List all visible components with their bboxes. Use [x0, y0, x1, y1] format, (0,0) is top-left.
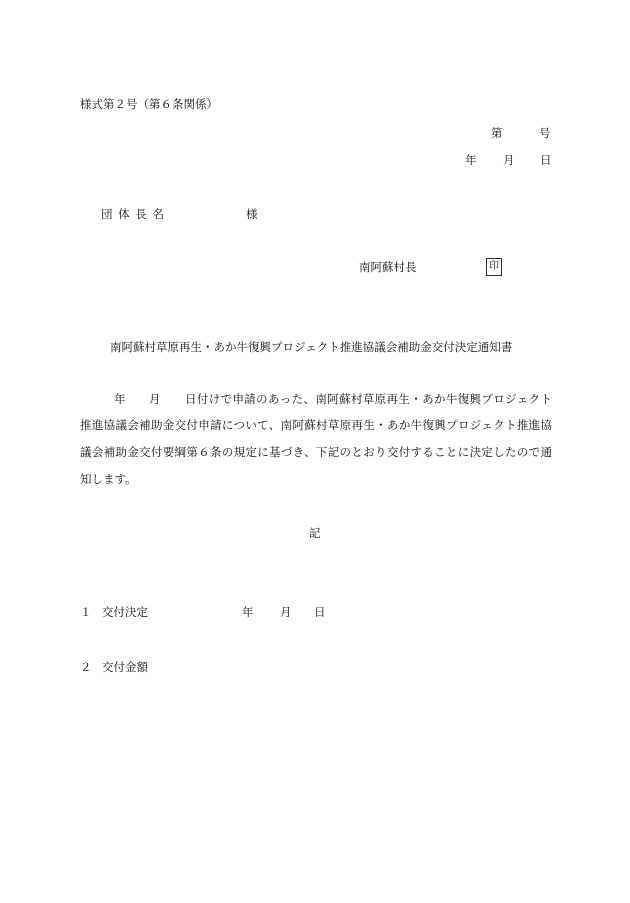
date-day: 日 [540, 153, 552, 167]
addressee-honorific: 様 [246, 207, 258, 221]
item-month: 月 [280, 605, 292, 619]
body-year: 年 [114, 392, 126, 406]
number-suffix: 号 [539, 126, 551, 140]
item-number: ２ [80, 660, 92, 674]
item-label: 交付金額 [102, 660, 148, 674]
body-line-3: 議会補助金交付要綱第６条の規定に基づき、下記のとおり交付することに決定したので通 [80, 445, 552, 459]
number-prefix: 第 [491, 126, 503, 140]
form-label: 様式第２号（第６条関係） [80, 97, 218, 111]
item-label: 交付決定 [102, 605, 148, 619]
body-month: 月 [149, 392, 161, 406]
item-year: 年 [242, 605, 254, 619]
date-year: 年 [465, 153, 477, 167]
ki-heading: 記 [309, 526, 321, 540]
document-title: 南阿蘇村草原再生・あか牛復興プロジェクト推進協議会補助金交付決定通知書 [110, 340, 513, 354]
body-line-1: 日付けで申請のあった、南阿蘇村草原再生・あか牛復興プロジェクト [185, 392, 552, 406]
item-day: 日 [314, 605, 326, 619]
item-number: １ [80, 605, 92, 619]
addressee-name: 団 体 長 名 [101, 207, 165, 221]
sender-name: 南阿蘇村長 [359, 260, 417, 274]
body-line-4: 知します。 [80, 472, 137, 486]
body-line-2: 推進協議会補助金交付申請について、南阿蘇村草原再生・あか牛復興プロジェクト推進協 [80, 418, 552, 432]
date-month: 月 [503, 153, 515, 167]
seal-mark: 印 [486, 258, 502, 276]
